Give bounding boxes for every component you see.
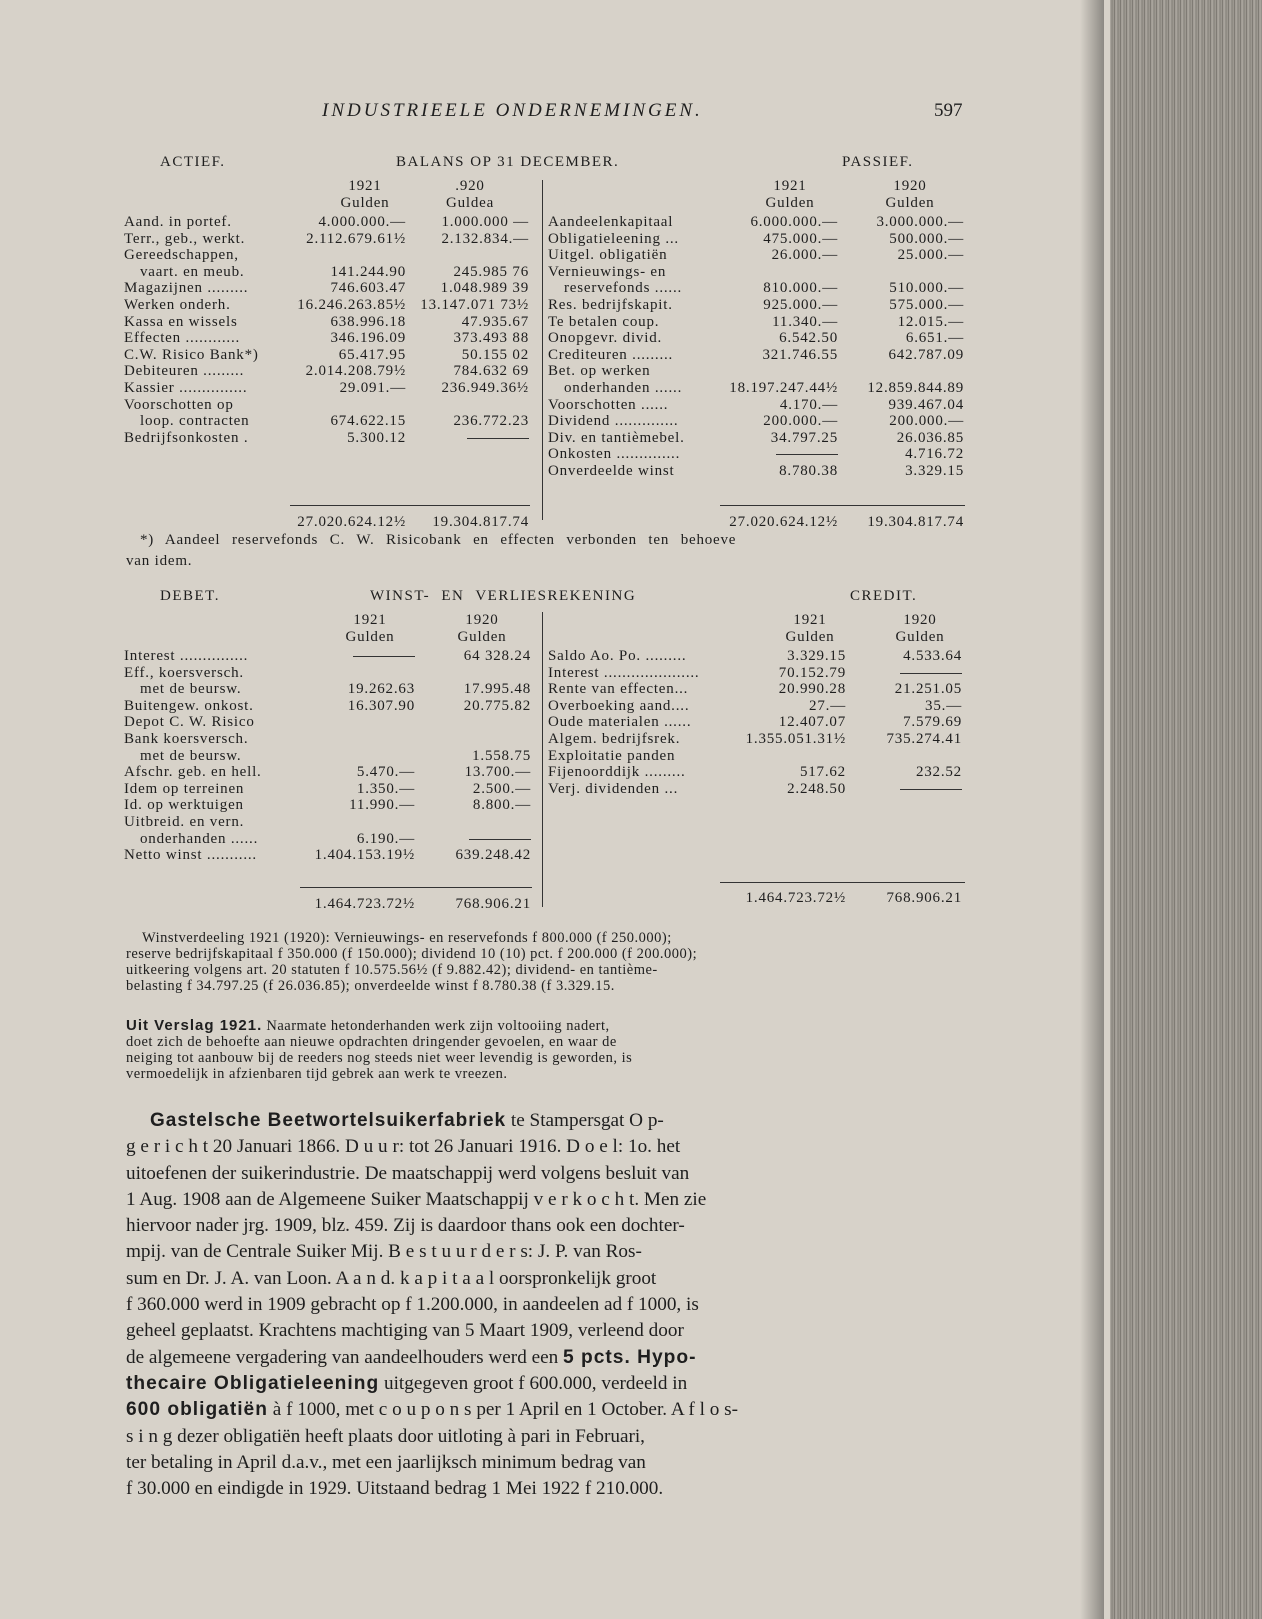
passief-value-1920: 12.015.— bbox=[897, 313, 964, 330]
debet-values-1920 bbox=[418, 648, 531, 864]
balans-total-rule-left bbox=[290, 505, 530, 506]
actief-value-1921: 746.603.47 bbox=[330, 280, 406, 297]
passief-value-1921: 810.000.— bbox=[763, 280, 838, 297]
debet-value-1921: 1.350.— bbox=[356, 780, 415, 797]
debet-row-label: met de beursw. bbox=[140, 681, 242, 698]
passief-row-label: Vernieuwings- en bbox=[548, 263, 667, 280]
empty-cell-rule bbox=[776, 454, 838, 455]
actief-row-label: Gereedschappen, bbox=[124, 247, 239, 264]
actief-value-1920: 2.132.834.— bbox=[441, 230, 529, 247]
debet-value-1921 bbox=[300, 748, 415, 765]
page-number: 597 bbox=[934, 100, 963, 121]
book-page-edges bbox=[1096, 0, 1262, 1619]
debet-value-1921 bbox=[300, 731, 415, 748]
debet-value-1920 bbox=[418, 814, 531, 831]
passief-row-label: Te betalen coup. bbox=[548, 313, 660, 330]
credit-value-1921: 1.355.051.31½ bbox=[745, 730, 846, 747]
balans-total-rule-right bbox=[720, 505, 965, 506]
actief-value-1921: 2.014.208.79½ bbox=[305, 363, 406, 380]
passief-value-1921: 321.746.55 bbox=[762, 346, 838, 363]
debet-value-1920: 8.800.— bbox=[472, 797, 531, 814]
actief-value-1921: 4.000.000.— bbox=[318, 214, 406, 230]
passief-value-1921: 18.197.247.44½ bbox=[729, 379, 838, 396]
debet-value-1920: 64 328.24 bbox=[463, 648, 531, 664]
empty-cell-rule bbox=[900, 673, 962, 674]
debet-total-1920: 768.906.21 bbox=[455, 896, 531, 912]
passief-row-label: reservefonds ...... bbox=[564, 280, 683, 297]
debet-value-1920: 639.248.42 bbox=[455, 847, 531, 864]
debet-row-label: Uitbreid. en vern. bbox=[124, 813, 245, 830]
actief-row-label: Voorschotten op bbox=[124, 396, 234, 413]
passief-value-1920: 510.000.— bbox=[889, 280, 964, 297]
debet-value-1921: 19.262.63 bbox=[347, 681, 415, 698]
actief-value-1920: 50.155 02 bbox=[461, 346, 529, 363]
actief-value-1921: 674.622.15 bbox=[330, 413, 406, 430]
running-header: INDUSTRIEELE ONDERNEMINGEN. bbox=[322, 100, 703, 121]
debet-value-1920: 13.700.— bbox=[464, 764, 531, 781]
passief-values-1921 bbox=[720, 214, 838, 480]
actief-values-1920 bbox=[412, 214, 529, 446]
bond-name-cont: thecaire Obligatieleening bbox=[126, 1372, 380, 1394]
debet-value-1921: 5.470.— bbox=[356, 764, 415, 781]
verslag-paragraph: Uit Verslag 1921. Naarmate hetonderhanden werk zijn voltooiing nadert, doet zich de behoefte aan nieuwe opdrachten dringender gevoelen, en waar de neiging tot aanbouw bij de reeders nog steeds niet weer levendig is geworden, is vermoedelijk in afzienbaren tijd gebrek aan werk te vreezen. bbox=[126, 1017, 633, 1082]
actief-row-label: Bedrijfsonkosten . bbox=[124, 429, 249, 446]
debet-row-label: Id. op werktuigen bbox=[124, 797, 244, 814]
debet-value-1921: 1.404.153.19½ bbox=[314, 847, 415, 864]
passief-row-label: Onkosten .............. bbox=[548, 446, 681, 463]
verslag-heading: Uit Verslag 1921. bbox=[126, 1017, 263, 1034]
debet-row-label: Bank koersversch. bbox=[124, 730, 249, 747]
bond-name: 5 pcts. Hypo- bbox=[563, 1346, 697, 1368]
actief-heading: ACTIEF. bbox=[160, 154, 226, 170]
credit-total-1921: 1.464.723.72½ bbox=[745, 890, 846, 906]
credit-heading: CREDIT. bbox=[850, 588, 918, 604]
credit-row-label: Oude materialen ...... bbox=[548, 714, 692, 731]
credit-row-label: Interest ..................... bbox=[548, 664, 700, 681]
actief-value-1920: 1.000.000 — bbox=[441, 214, 529, 230]
passief-row-label: Aandeelenkapitaal bbox=[548, 214, 674, 230]
winstverdeeling-line: belasting f 34.797.25 (f 26.036.85); onverdeelde winst f 8.780.38 (f 3.329.15. bbox=[126, 978, 615, 994]
actief-row-label: C.W. Risico Bank*) bbox=[124, 346, 259, 363]
credit-value-1921: 3.329.15 bbox=[787, 648, 846, 664]
passief-row-label: Crediteuren ......... bbox=[548, 346, 674, 363]
empty-cell-rule bbox=[469, 839, 531, 840]
actief-value-1920: 236.949.36½ bbox=[441, 379, 529, 396]
credit-value-1920: 232.52 bbox=[915, 764, 962, 781]
credit-value-1921: 12.407.07 bbox=[778, 714, 846, 731]
company-name: Gastelsche Beetwortelsuikerfabriek bbox=[150, 1110, 507, 1131]
passief-value-1921: 200.000.— bbox=[763, 413, 838, 430]
actief-row-label: Magazijnen ......... bbox=[124, 280, 249, 297]
gutter-shadow bbox=[1080, 0, 1104, 1619]
debet-value-1921 bbox=[300, 714, 415, 731]
actief-value-1920: 47.935.67 bbox=[461, 313, 529, 330]
actief-value-1921 bbox=[285, 397, 406, 414]
passief-values-1920 bbox=[840, 214, 964, 480]
credit-value-1920 bbox=[850, 748, 962, 765]
credit-value-1921: 27.— bbox=[809, 697, 846, 714]
actief-row-label: Kassier ............... bbox=[124, 379, 248, 396]
passief-year-1920: 1920 Gulden bbox=[885, 178, 935, 211]
passief-value-1920: 3.000.000.— bbox=[876, 214, 964, 230]
passief-value-1920: 500.000.— bbox=[889, 230, 964, 247]
actief-value-1920 bbox=[412, 430, 529, 447]
actief-year-1921: 1921 Gulden bbox=[340, 178, 390, 211]
debet-value-1921: 16.307.90 bbox=[347, 697, 415, 714]
debet-value-1920: 20.775.82 bbox=[463, 697, 531, 714]
winstverdeeling-line: Winstverdeeling 1921 (1920): Vernieuwings- en reservefonds f 800.000 (f 250.000); bbox=[142, 930, 672, 946]
winstverdeeling-line: uitkeering volgens art. 20 statuten f 10.575.56½ (f 9.882.42); dividend- en tantième- bbox=[126, 962, 658, 978]
passief-row-label: onderhanden ...... bbox=[564, 379, 683, 396]
credit-value-1921: 2.248.50 bbox=[787, 780, 846, 797]
credit-value-1920: 735.274.41 bbox=[886, 730, 962, 747]
obligation-count: 600 obligatiën bbox=[126, 1399, 268, 1421]
debet-row-label: Interest ............... bbox=[124, 648, 249, 664]
passief-row-label: Uitgel. obligatiën bbox=[548, 247, 668, 264]
credit-value-1920 bbox=[850, 781, 962, 798]
debet-row-label: Idem op terreinen bbox=[124, 780, 245, 797]
passief-value-1920: 12.859.844.89 bbox=[867, 379, 964, 396]
passief-value-1920: 3.329.15 bbox=[905, 462, 964, 479]
debet-value-1921: 6.190.— bbox=[356, 830, 415, 847]
passief-value-1921: 475.000.— bbox=[763, 230, 838, 247]
passief-value-1920: 26.036.85 bbox=[896, 429, 964, 446]
actief-value-1921: 2.112.679.61½ bbox=[306, 230, 406, 247]
passief-row-label: Bet. op werken bbox=[548, 363, 651, 380]
credit-value-1921 bbox=[740, 748, 846, 765]
passief-value-1920: 4.716.72 bbox=[905, 446, 964, 463]
actief-row-label: vaart. en meub. bbox=[140, 263, 245, 280]
winst-total-rule-left bbox=[300, 887, 532, 888]
debet-value-1920 bbox=[418, 831, 531, 848]
passief-value-1921 bbox=[720, 363, 838, 380]
credit-values-1920 bbox=[850, 648, 962, 797]
passief-value-1921: 925.000.— bbox=[763, 296, 838, 313]
actief-row-label: Effecten ............ bbox=[124, 330, 241, 347]
credit-year-1921: 1921 Gulden bbox=[785, 612, 835, 645]
empty-cell-rule bbox=[353, 656, 415, 657]
debet-value-1921: 11.990.— bbox=[349, 797, 415, 814]
actief-row-label: Terr., geb., werkt. bbox=[124, 230, 246, 247]
passief-value-1921 bbox=[720, 446, 838, 463]
passief-value-1920 bbox=[840, 363, 964, 380]
debet-labels bbox=[124, 648, 314, 864]
debet-value-1921 bbox=[300, 648, 415, 665]
actief-row-label: loop. contracten bbox=[140, 413, 250, 430]
credit-row-label: Exploitatie panden bbox=[548, 747, 676, 764]
actief-value-1920: 13.147.071 73½ bbox=[420, 296, 529, 313]
winst-divider bbox=[542, 612, 543, 907]
passief-heading: PASSIEF. bbox=[842, 154, 914, 170]
credit-row-label: Overboeking aand.... bbox=[548, 697, 690, 714]
passief-value-1921: 11.340.— bbox=[772, 313, 838, 330]
actief-row-label: Kassa en wissels bbox=[124, 313, 238, 330]
balans-heading: BALANS OP 31 DECEMBER. bbox=[396, 154, 620, 170]
passief-labels bbox=[548, 214, 738, 480]
actief-value-1920: 784.632 69 bbox=[453, 363, 529, 380]
actief-value-1921: 65.417.95 bbox=[338, 346, 406, 363]
credit-values-1921 bbox=[740, 648, 846, 797]
debet-value-1920 bbox=[418, 665, 531, 682]
actief-value-1920: 236.772.23 bbox=[453, 413, 529, 430]
passief-value-1921: 6.542.50 bbox=[779, 330, 838, 347]
credit-value-1920: 4.533.64 bbox=[903, 648, 962, 664]
passief-row-label: Voorschotten ...... bbox=[548, 396, 669, 413]
passief-value-1921: 6.000.000.— bbox=[750, 214, 838, 230]
debet-year-1920: 1920 Gulden bbox=[457, 612, 507, 645]
winstverdeeling-line: reserve bedrijfskapitaal f 350.000 (f 150.000); dividend 10 (10) pct. f 200.000 (f 200.000); bbox=[126, 946, 698, 962]
credit-row-label: Fijenoorddijk ......... bbox=[548, 764, 686, 781]
passief-row-label: Dividend .............. bbox=[548, 413, 679, 430]
empty-cell-rule bbox=[467, 438, 529, 439]
credit-value-1920: 21.251.05 bbox=[894, 681, 962, 698]
passief-value-1921: 8.780.38 bbox=[779, 462, 838, 479]
credit-value-1920: 7.579.69 bbox=[903, 714, 962, 731]
passief-year-1921: 1921 Gulden bbox=[765, 178, 815, 211]
debet-total-1921: 1.464.723.72½ bbox=[314, 896, 415, 912]
credit-value-1920 bbox=[850, 665, 962, 682]
actief-value-1920 bbox=[412, 397, 529, 414]
actief-value-1921: 638.996.18 bbox=[330, 313, 406, 330]
credit-row-label: Rente van effecten... bbox=[548, 681, 689, 698]
credit-value-1921: 70.152.79 bbox=[778, 664, 846, 681]
actief-row-label: Werken onderh. bbox=[124, 296, 231, 313]
balans-footnote-cont: van idem. bbox=[126, 553, 193, 569]
actief-value-1921: 16.246.263.85½ bbox=[297, 296, 406, 313]
passief-value-1921: 26.000.— bbox=[771, 247, 838, 264]
actief-value-1920: 373.493 88 bbox=[453, 330, 529, 347]
passief-row-label: Onverdeelde winst bbox=[548, 462, 675, 479]
empty-cell-rule bbox=[900, 789, 962, 790]
actief-value-1920 bbox=[412, 247, 529, 264]
actief-value-1920: 1.048.989 39 bbox=[440, 280, 529, 297]
credit-value-1921: 517.62 bbox=[799, 764, 846, 781]
debet-value-1920 bbox=[418, 714, 531, 731]
passief-total-1921: 27.020.624.12½ bbox=[729, 514, 838, 530]
debet-year-1921: 1921 Gulden bbox=[345, 612, 395, 645]
debet-value-1920: 1.558.75 bbox=[472, 747, 531, 764]
debet-values-1921 bbox=[300, 648, 415, 864]
winstverdeeling-paragraph bbox=[126, 930, 968, 994]
debet-row-label: Depot C. W. Risico bbox=[124, 714, 255, 731]
credit-value-1920: 35.— bbox=[925, 697, 962, 714]
passief-value-1920: 642.787.09 bbox=[888, 346, 964, 363]
debet-value-1920: 17.995.48 bbox=[463, 681, 531, 698]
winst-heading: WINST- EN VERLIESREKENING bbox=[370, 588, 637, 604]
debet-value-1921 bbox=[300, 665, 415, 682]
actief-value-1921: 5.300.12 bbox=[347, 429, 406, 446]
debet-value-1920: 2.500.— bbox=[472, 780, 531, 797]
balans-divider bbox=[542, 180, 543, 520]
credit-row-label: Saldo Ao. Po. ......... bbox=[548, 648, 687, 664]
passief-value-1920 bbox=[840, 264, 964, 281]
debet-row-label: onderhanden ...... bbox=[140, 830, 259, 847]
actief-value-1921: 29.091.— bbox=[339, 379, 406, 396]
passief-value-1920: 6.651.— bbox=[905, 330, 964, 347]
balans-footnote: *) Aandeel reservefonds C. W. Risicobank en effecten verbonden ten behoeve bbox=[140, 532, 737, 548]
actief-value-1921 bbox=[285, 247, 406, 264]
credit-year-1920: 1920 Gulden bbox=[895, 612, 945, 645]
gastelsche-entry: Gastelsche Beetwortelsuikerfabriek te Stampersgat O p- g e r i c h t 20 Januari 1866. D u u r: tot 26 Januari 1916. D o e l: 1o. het uitoefenen der suikerindustrie. De maatschappij werd volgens besluit van 1 Aug. 1908 aan de Algemeene Suiker Maatschappij v e r k o c h t. Men zie hiervoor nader jrg. 1909, blz. 459. Zij is daardoor thans ook een dochter- mpij. van de Centrale Suiker Mij. B e s t u u r d e r s: J. P. van Ros- sum en Dr. J. A. van Loon. A a n d. k a p i t a a l oorspronkelijk groot f 360.000 werd in 1909 gebracht op f 1.200.000, in aandeelen ad f 1000, is geheel geplaatst. Krachtens machtiging van 5 Maart 1909, verleend door de algemeene vergadering van aandeelhouders werd een 5 pcts. Hypo- thecaire Obligatieleening uitgegeven groot f 600.000, verdeeld in 600 obligatiën à f 1000, met c o u p o n s per 1 April en 1 October. A f l o s- s i n g dezer obligatiën heeft plaats door uitloting à pari in Februari, ter betaling in April d.a.v., met een jaarlijksch minimum bedrag van f 30.000 en eindigde in 1929. Uitstaand bedrag 1 Mei 1922 f 210.000. bbox=[126, 1110, 738, 1500]
passief-row-label: Res. bedrijfskapit. bbox=[548, 296, 673, 313]
debet-row-label: Afschr. geb. en hell. bbox=[124, 764, 262, 781]
debet-row-label: Eff., koersversch. bbox=[124, 664, 244, 681]
debet-row-label: Buitengew. onkost. bbox=[124, 697, 254, 714]
passief-value-1920: 939.467.04 bbox=[888, 396, 964, 413]
debet-row-label: met de beursw. bbox=[140, 747, 242, 764]
credit-row-label: Verj. dividenden ... bbox=[548, 780, 679, 797]
credit-value-1921: 20.990.28 bbox=[778, 681, 846, 698]
actief-value-1921: 346.196.09 bbox=[330, 330, 406, 347]
actief-total-1920: 19.304.817.74 bbox=[432, 514, 529, 530]
passief-value-1920: 200.000.— bbox=[889, 413, 964, 430]
passief-row-label: Onopgevr. divid. bbox=[548, 330, 663, 347]
passief-value-1921: 34.797.25 bbox=[770, 429, 838, 446]
actief-values-1921 bbox=[285, 214, 406, 446]
debet-value-1920 bbox=[418, 731, 531, 748]
actief-year-1920: .920 Guldea bbox=[445, 178, 495, 211]
debet-value-1921 bbox=[300, 814, 415, 831]
debet-row-label: Netto winst ........... bbox=[124, 847, 257, 864]
passief-row-label: Div. en tantièmebel. bbox=[548, 429, 685, 446]
debet-heading: DEBET. bbox=[160, 588, 220, 604]
actief-value-1921: 141.244.90 bbox=[330, 263, 406, 280]
passief-total-1920: 19.304.817.74 bbox=[867, 514, 964, 530]
actief-value-1920: 245.985 76 bbox=[453, 263, 529, 280]
passief-value-1921: 4.170.— bbox=[779, 396, 838, 413]
actief-total-1921: 27.020.624.12½ bbox=[297, 514, 406, 530]
passief-value-1920: 25.000.— bbox=[897, 247, 964, 264]
passief-value-1920: 575.000.— bbox=[889, 296, 964, 313]
passief-row-label: Obligatieleening ... bbox=[548, 230, 679, 247]
credit-row-label: Algem. bedrijfsrek. bbox=[548, 730, 681, 747]
credit-labels bbox=[548, 648, 748, 797]
passief-value-1921 bbox=[720, 264, 838, 281]
actief-row-label: Aand. in portef. bbox=[124, 214, 232, 230]
actief-row-label: Debiteuren ......... bbox=[124, 363, 245, 380]
actief-labels bbox=[124, 214, 304, 446]
winst-total-rule-right bbox=[720, 882, 965, 883]
credit-total-1920: 768.906.21 bbox=[886, 890, 962, 906]
